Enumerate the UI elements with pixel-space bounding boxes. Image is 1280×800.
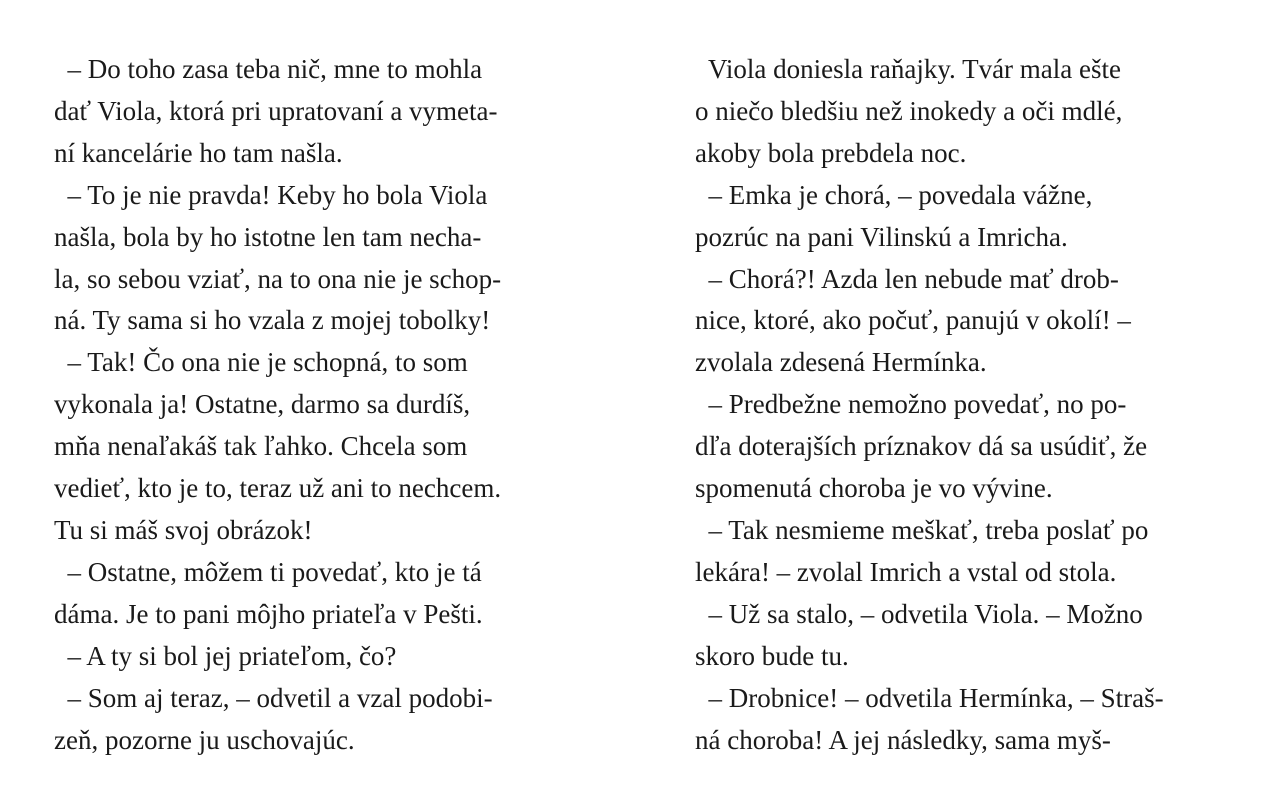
- text-line: ní kancelárie ho tam našla.: [54, 137, 343, 168]
- text-line: pozrúc na pani Vilinskú a Imricha.: [695, 221, 1068, 252]
- text-line: – Tak nesmieme meškať, treba poslať po: [695, 514, 1149, 545]
- text-line: – Som aj teraz, – odvetil a vzal podobi-: [54, 682, 493, 713]
- right-page: [695, 49, 1240, 761]
- text-line: vykonala ja! Ostatne, darmo sa durdíš,: [54, 389, 471, 420]
- text-line: – Už sa stalo, – odvetila Viola. – Možno: [695, 598, 1143, 629]
- text-line: – Chorá?! Azda len nebude mať drob-: [695, 263, 1119, 294]
- text-line: lekára! – zvolal Imrich a vstal od stola.: [695, 556, 1117, 587]
- text-line: – Drobnice! – odvetila Hermínka, – Straš-: [695, 682, 1164, 713]
- text-line: o niečo bledšiu než inokedy a oči mdlé,: [695, 95, 1123, 126]
- text-line: dľa doterajších príznakov dá sa usúdiť, že: [695, 431, 1148, 462]
- left-page: [54, 49, 594, 761]
- text-line: našla, bola by ho istotne len tam necha-: [54, 221, 482, 252]
- text-line: spomenutá choroba je vo vývine.: [695, 473, 1053, 504]
- text-line: zvolala zdesená Hermínka.: [695, 347, 987, 378]
- text-line: – A ty si bol jej priateľom, čo?: [54, 640, 397, 671]
- text-line: – Tak! Čo ona nie je schopná, to som: [54, 347, 468, 378]
- text-line: – Ostatne, môžem ti povedať, kto je tá: [54, 556, 482, 587]
- text-line: vedieť, kto je to, teraz už ani to nechcem.: [54, 473, 502, 504]
- text-line: ná choroba! A jej následky, sama myš-: [695, 724, 1111, 755]
- text-line: dať Viola, ktorá pri upratovaní a vymeta-: [54, 95, 498, 126]
- text-line: ná. Ty sama si ho vzala z mojej tobolky!: [54, 305, 491, 336]
- text-line: zeň, pozorne ju uschovajúc.: [54, 724, 355, 755]
- text-line: – Predbežne nemožno povedať, no po-: [695, 389, 1127, 420]
- text-line: la, so sebou vziať, na to ona nie je schop-: [54, 263, 502, 294]
- text-line: skoro bude tu.: [695, 640, 849, 671]
- text-line: dáma. Je to pani môjho priateľa v Pešti.: [54, 598, 483, 629]
- text-line: Viola doniesla raňajky. Tvár mala ešte: [695, 54, 1121, 84]
- text-line: – Emka je chorá, – povedala vážne,: [695, 179, 1093, 210]
- text-line: mňa nenaľakáš tak ľahko. Chcela som: [54, 431, 468, 462]
- text-line: – Do toho zasa teba nič, mne to mohla: [54, 54, 483, 84]
- text-line: nice, ktoré, ako počuť, panujú v okolí! –: [695, 305, 1131, 336]
- text-line: – To je nie pravda! Keby ho bola Viola: [54, 179, 488, 210]
- text-line: Tu si máš svoj obrázok!: [54, 514, 313, 545]
- text-line: akoby bola prebdela noc.: [695, 137, 967, 168]
